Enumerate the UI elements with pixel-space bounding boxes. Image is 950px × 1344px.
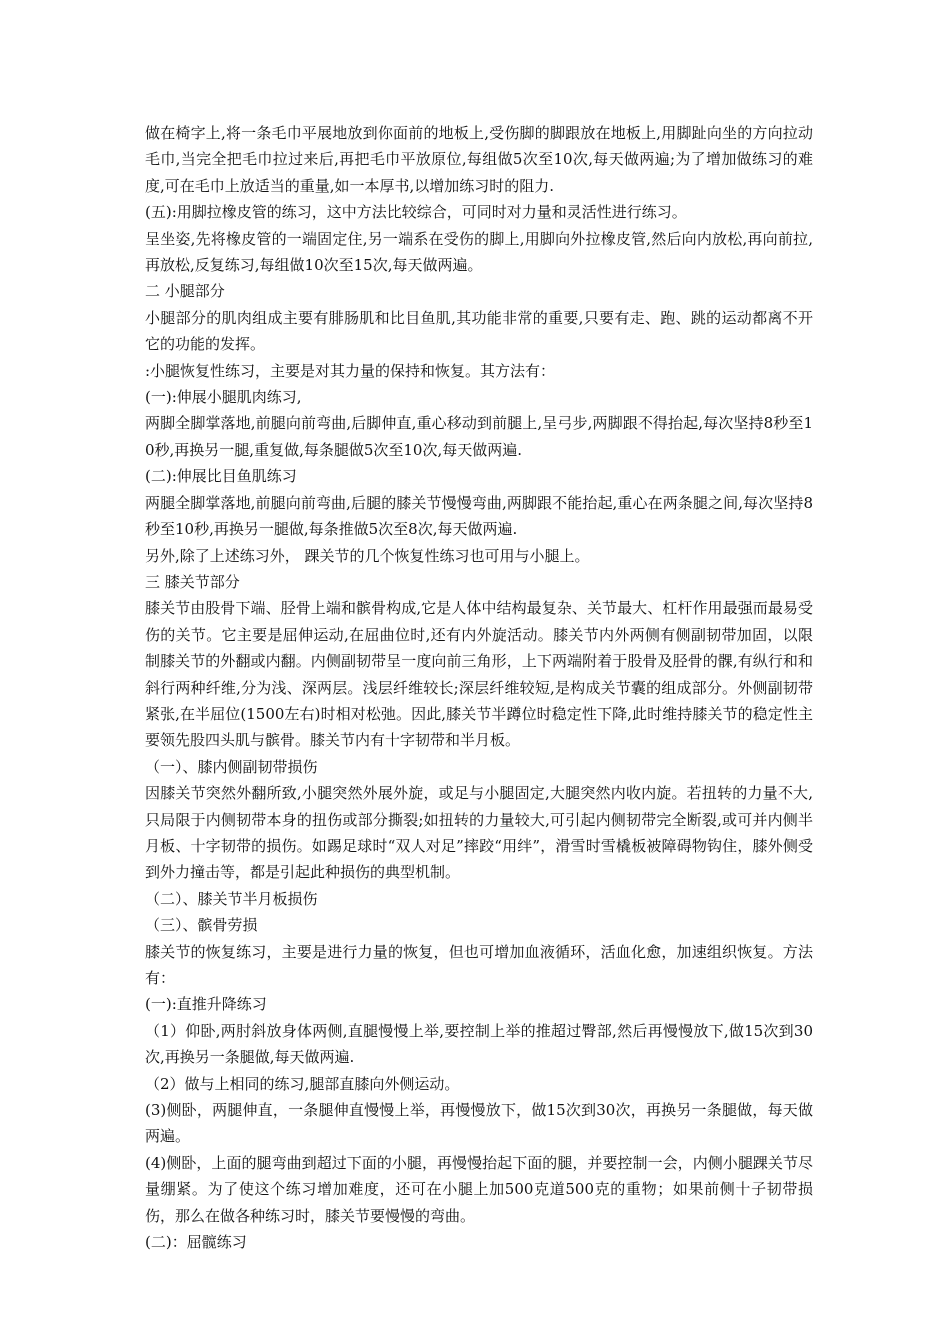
subsection-heading: （一）、膝内侧副韧带损伤 xyxy=(145,757,318,776)
paragraph: 做在椅字上,将一条毛巾平展地放到你面前的地板上,受伤脚的脚跟放在地板上,用脚趾向坐的方向拉动毛巾,当完全把毛巾拉过来后,再把毛巾平放原位,每组做5次至10次,每天做两遍;为了增加做练习的难度,可在毛巾上放适当的重量,如一本厚书,以增加练习时的阻力. xyxy=(145,124,813,195)
subsection-heading: （三）、髌骨劳损 xyxy=(145,916,258,935)
paragraph: 两脚全脚掌落地,前腿向前弯曲,后脚伸直,重心移动到前腿上,呈弓步,两脚跟不得抬起,每次坚持8秒至10秒,再换另一腿,重复做,每条腿做5次至10次,每天做两遍. xyxy=(145,414,813,459)
paragraph: 两腿全脚掌落地,前腿向前弯曲,后腿的膝关节慢慢弯曲,两脚跟不能抬起,重心在两条腿之间,每次坚持8秒至10秒,再换另一腿做,每条推做5次至8次,每天做两遍. xyxy=(145,493,813,539)
section-heading: 三 膝关节部分 xyxy=(145,572,240,591)
subsection-heading: (二):伸展比目鱼肌练习 xyxy=(145,467,297,486)
paragraph: 膝关节的恢复练习，主要是进行力量的恢复，但也可增加血液循环，活血化愈，加速组织恢复。方法有： xyxy=(145,942,813,987)
list-item: （2）做与上相同的练习,腿部直膝向外侧运动。 xyxy=(145,1074,460,1093)
document-body xyxy=(145,120,813,1255)
paragraph: :小腿恢复性练习，主要是对其力量的保持和恢复。其方法有： xyxy=(145,361,556,380)
subsection-heading: (一):直推升降练习 xyxy=(145,995,267,1014)
paragraph: 因膝关节突然外翻所致,小腿突然外展外旋，或足与小腿固定,大腿突然内收内旋。若扭转的力量不大,只局限于内侧韧带本身的扭伤或部分撕裂;如扭转的力量较大,可引起内侧韧带完全断裂,或可并内侧半月板、十字韧带的损伤。如踢足球时“双人对足”摔跤“用绊”，滑雪时雪橇板被障碍物钩住，膝外侧受到外力撞击等，都是引起此种损伤的典型机制。 xyxy=(145,784,813,882)
paragraph: 膝关节由股骨下端、胫骨上端和髌骨构成,它是人体中结构最复杂、关节最大、杠杆作用最强而最易受伤的关节。它主要是屈伸运动,在屈曲位时,还有内外旋活动。膝关节内外两侧有侧副韧带加固，以限制膝关节的外翻或内翻。内侧副韧带呈一度向前三角形，上下两端附着于股骨及胫骨的髁,有纵行和和斜行两种纤维,分为浅、深两层。浅层纤维较长;深层纤维较短,是构成关节囊的组成部分。外侧副韧带紧张,在半屈位(1500左右)时相对松弛。因此,膝关节半蹲位时稳定性下降,此时维持膝关节的稳定性主要领先股四头肌与髌骨。膝关节内有十字韧带和半月板。 xyxy=(145,599,813,750)
section-heading: 二 小腿部分 xyxy=(145,282,225,301)
subsection-heading: (二)：屈髋练习 xyxy=(145,1233,247,1252)
paragraph: 另外,除了上述练习外， 踝关节的几个恢复性练习也可用与小腿上。 xyxy=(145,546,590,565)
subsection-heading: (一):伸展小腿肌肉练习, xyxy=(145,388,302,407)
list-item: (4)侧卧，上面的腿弯曲到超过下面的小腿，再慢慢抬起下面的腿，并要控制一会，内侧小腿踝关节尽量绷紧。为了使这个练习增加难度，还可在小腿上加500克道500克的重物；如果前侧十子韧带损伤，那么在做各种练习时，膝关节要慢慢的弯曲。 xyxy=(145,1153,813,1225)
paragraph: 小腿部分的肌肉组成主要有腓肠肌和比目鱼肌,其功能非常的重要,只要有走、跑、跳的运动都离不开它的功能的发挥。 xyxy=(145,308,813,354)
paragraph: (五):用脚拉橡皮管的练习，这中方法比较综合，可同时对力量和灵活性进行练习。 xyxy=(145,203,687,222)
subsection-heading: （二）、膝关节半月板损伤 xyxy=(145,889,318,908)
paragraph: 呈坐姿,先将橡皮管的一端固定住,另一端系在受伤的脚上,用脚向外拉橡皮管,然后向内放松,再向前拉,再放松,反复练习,每组做10次至15次,每天做两遍。 xyxy=(145,229,813,275)
list-item: （1）仰卧,两肘斜放身体两侧,直腿慢慢上举,要控制上举的推超过臀部,然后再慢慢放下,做15次到30次,再换另一条腿做,每天做两遍. xyxy=(145,1021,813,1067)
list-item: (3)侧卧，两腿伸直，一条腿伸直慢慢上举，再慢慢放下，做15次到30次，再换另一条腿做，每天做两遍。 xyxy=(145,1101,813,1146)
